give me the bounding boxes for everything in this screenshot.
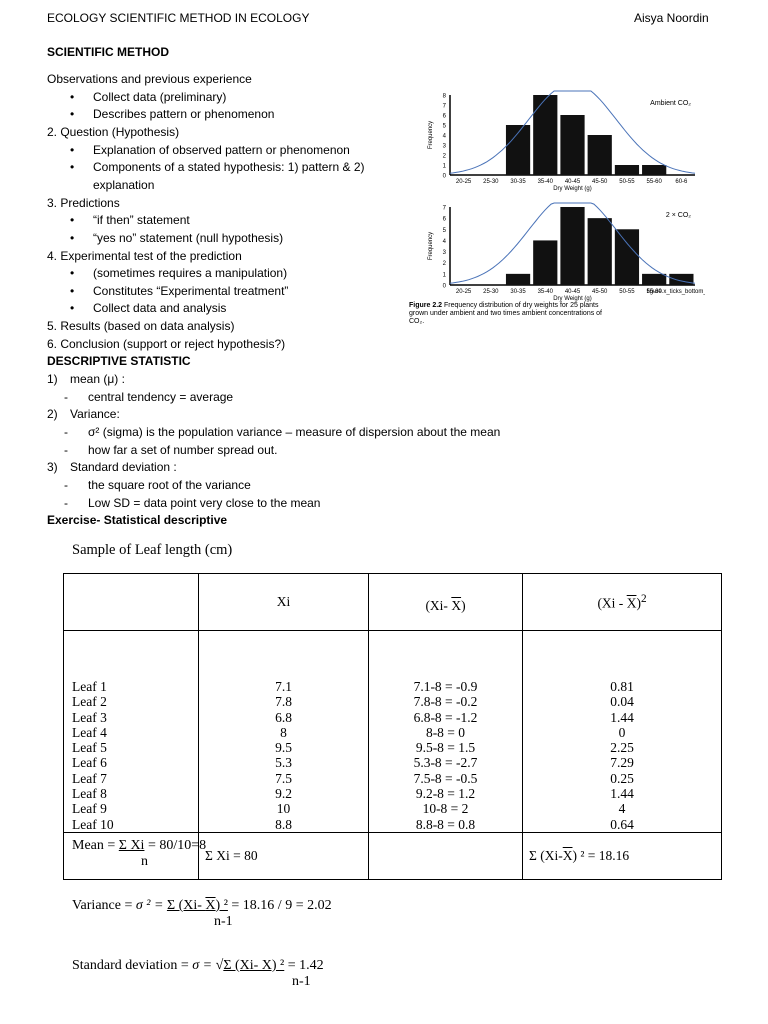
sum-sq: Σ $(Xi-\overline{X}) ^2 = 18.16$ — [523, 832, 722, 879]
body-line: how far a set of number spread out. — [88, 442, 278, 457]
table-cell: 5.3 — [275, 755, 292, 771]
table-cell: 0.04 — [610, 694, 634, 710]
list-marker: 3) — [47, 460, 58, 475]
list-marker: • — [70, 89, 75, 104]
body-line: Standard deviation : — [70, 460, 177, 475]
caption-figure-number: Figure 2.2 — [409, 302, 443, 309]
x-tick-label: 20-25 — [455, 179, 472, 185]
table-cell: 8.8 — [275, 816, 292, 832]
variance-formula — [72, 898, 332, 914]
x-bar: $\overline{X}$ — [562, 847, 573, 863]
y-tick-label: 1 — [442, 272, 446, 279]
table-title: Sample of Leaf length (cm) — [72, 542, 233, 558]
body-line: Exercise- Statistical descriptive — [47, 513, 228, 528]
body-line: mean (μ) : — [70, 372, 125, 387]
x-tick-label: 55-60 — [646, 289, 662, 295]
list-marker: • — [70, 160, 75, 175]
x-bar: $\overline{X}$ — [451, 598, 462, 613]
list-marker: 2) — [47, 407, 58, 422]
x-tick-label: 25-30 — [483, 289, 499, 295]
table-cell: 7.5-8 = -0.5 — [413, 770, 478, 786]
header-cell-xi — [199, 574, 369, 631]
x-axis-label: Dry Weight (g) — [553, 186, 592, 192]
y-tick-label: 6 — [442, 216, 446, 223]
x-tick-label: 50-55 — [619, 289, 635, 295]
x-bar: X — [205, 898, 216, 913]
y-tick-label: 5 — [442, 227, 446, 234]
sum-xi: Σ Xi = 80 — [199, 832, 369, 879]
body-line: Collect data (preliminary) — [93, 89, 227, 104]
x-tick-label: 30-35 — [510, 289, 526, 295]
body-line: 6. Conclusion (support or reject hypothesis?) — [47, 336, 286, 351]
body-line: Describes pattern or phenomenon — [93, 107, 275, 122]
table-cell: Leaf 1 — [72, 679, 107, 694]
y-tick-label: 1 — [442, 163, 446, 170]
x-tick-label: 50-55 — [619, 179, 635, 185]
table-cell: Leaf 2 — [72, 694, 107, 710]
caption-line: Frequency distribution of dry weights for 25 plants — [442, 302, 599, 309]
leaf-col — [64, 631, 199, 833]
table-cell: Leaf 7 — [72, 770, 107, 786]
x-tick-label: 40-45 — [564, 289, 581, 295]
y-tick-label: 4 — [442, 238, 446, 245]
x-tick-label: 60-6 — [675, 179, 688, 185]
header-cell-sq: $(Xi - \overline{X})^2$ — [523, 574, 722, 631]
table-cell: 8 — [280, 724, 287, 740]
y-tick-label: 4 — [442, 133, 446, 140]
table-cell: Leaf 5 — [72, 740, 107, 756]
body-line: 2. Question (Hypothesis) — [47, 124, 180, 139]
table-cell: 0.25 — [610, 770, 634, 786]
table-cell: 7.1-8 = -0.9 — [413, 679, 478, 694]
variance-denominator: n-1 — [214, 914, 233, 929]
table-data-row — [64, 631, 722, 833]
body-line: (sometimes requires a manipulation) — [93, 266, 288, 281]
x-tick-label: 45-50 — [592, 179, 608, 185]
body-line: the square root of the variance — [88, 477, 251, 492]
table-cell: 9.5 — [275, 740, 292, 756]
table-cell: 6.8-8 = -1.2 — [413, 709, 478, 725]
sd-result: = 1.42 — [284, 958, 324, 973]
header-cell-blank — [64, 574, 199, 631]
histogram-bar — [588, 218, 612, 285]
variance-result: = 18.16 / 9 = 2.02 — [227, 898, 332, 913]
mean-result: = 80/10=8 — [144, 838, 207, 853]
y-tick-label: 6 — [442, 113, 446, 120]
x-tick-label: 20-25 — [455, 289, 472, 295]
figure-caption — [409, 302, 599, 309]
table-cell: Leaf 9 — [72, 801, 107, 817]
mean-denominator: n — [141, 854, 148, 869]
variance-label: Variance = — [72, 898, 133, 913]
mean-label: Mean — [72, 838, 104, 853]
histogram-bar — [588, 135, 612, 175]
body-line: Collect data and analysis — [93, 301, 227, 316]
sd-denominator: n-1 — [292, 974, 311, 989]
list-marker: • — [70, 301, 75, 316]
table-cell: 1.44 — [610, 786, 634, 802]
histogram-bar — [533, 95, 557, 175]
body-line: DESCRIPTIVE STATISTIC — [47, 354, 191, 369]
table-cell: 8.8-8 = 0.8 — [415, 816, 476, 832]
y-axis-label: Frequency — [428, 120, 434, 150]
table-cell: Leaf 10 — [72, 816, 114, 832]
histogram-bar — [615, 229, 639, 285]
table-cell: Leaf 3 — [72, 709, 107, 725]
table-cell: 9.5-8 = 1.5 — [415, 740, 476, 756]
list-marker: - — [64, 442, 68, 457]
caption-line: CO₂. — [409, 318, 425, 325]
sd-formula — [72, 958, 324, 974]
table-cell: 6.8 — [275, 709, 292, 725]
list-marker: • — [70, 107, 75, 122]
table-cell: 1.44 — [610, 709, 634, 725]
body-line: 5. Results (based on data analysis) — [47, 319, 235, 334]
list-marker: - — [64, 389, 68, 404]
list-marker: • — [70, 283, 75, 298]
histogram-bar — [560, 115, 584, 175]
table-cell: 0.64 — [610, 816, 634, 832]
list-marker: • — [70, 213, 75, 228]
x-tick-label: 40-45 — [564, 179, 581, 185]
sd-symbol: σ = √ — [192, 958, 224, 973]
table-cell: 4 — [618, 801, 626, 817]
histogram-bar — [533, 240, 557, 285]
diff-col — [369, 631, 523, 833]
x-tick-label: 55-60 — [646, 179, 662, 185]
table-cell: Leaf 4 — [72, 724, 107, 740]
histogram-bar — [669, 274, 693, 285]
table-cell: Leaf 6 — [72, 755, 107, 771]
table-cell: 7.8-8 = -0.2 — [413, 694, 478, 710]
mean-numerator: Σ Xi — [118, 838, 145, 853]
histogram-bar — [615, 165, 639, 175]
histogram-bar — [506, 274, 530, 285]
table-cell: 7.8 — [275, 694, 292, 710]
body-line: Low SD = data point very close to the mean — [88, 495, 321, 510]
table-cell: 7.29 — [610, 755, 634, 771]
body-line: Variance: — [70, 407, 120, 422]
author-name: Aisya Noordin — [634, 11, 709, 25]
y-axis-label: Frequency — [428, 231, 434, 261]
header-cell-diff: (Xi- $\overline{X}$) — [369, 574, 523, 631]
table-cell: 2.25 — [610, 740, 634, 756]
body-line: 3. Predictions — [47, 195, 120, 210]
table-cell: Leaf 8 — [72, 786, 107, 802]
table-cell: 0 — [618, 724, 626, 740]
y-tick-label: 7 — [442, 205, 446, 212]
body-line: Observations and previous experience — [47, 72, 252, 86]
table-cell: 10 — [276, 801, 291, 817]
document-title: ECOLOGY SCIENTIFIC METHOD IN ECOLOGY — [47, 11, 310, 25]
table-cell: 9.2-8 = 1.2 — [415, 786, 476, 802]
table-cell: 10-8 = 2 — [422, 801, 469, 817]
histogram-bar — [560, 207, 584, 285]
sd-numerator: Σ (Xi- X) ² — [223, 958, 285, 973]
list-marker: 1) — [47, 372, 58, 387]
sigma-symbol: σ ² = — [135, 898, 164, 913]
list-marker: • — [70, 142, 75, 157]
table-cell: 0.81 — [610, 679, 634, 694]
body-line: Explanation of observed pattern or phenomenon — [93, 142, 350, 157]
y-tick-label: 3 — [442, 250, 446, 257]
histogram-bar — [642, 274, 666, 285]
y-tick-label: 0 — [442, 173, 446, 180]
body-line: explanation — [93, 177, 155, 192]
body-line: “yes no” statement (null hypothesis) — [93, 230, 284, 245]
y-tick-label: 8 — [442, 93, 446, 100]
table-cell: 5.3-8 = -2.7 — [413, 755, 478, 771]
body-line: central tendency = average — [88, 389, 234, 404]
table-cell: 7.1 — [275, 679, 292, 694]
x-tick-label: 25-30 — [483, 179, 499, 185]
y-tick-label: 2 — [442, 153, 446, 160]
mean-formula: Mean = Σ Xi = 80/10=8 — [72, 838, 207, 853]
body-line: Constitutes “Experimental treatment” — [93, 283, 289, 298]
x-bar: $\overline{X}$ — [626, 595, 637, 611]
table-cell: 8-8 = 0 — [425, 724, 466, 740]
frequency-figure — [405, 85, 705, 333]
series-label: 2 × CO₂ — [665, 212, 691, 219]
table-cell: 7.5 — [275, 770, 292, 786]
x-tick-label: figure.x_ticks_bottom — [646, 289, 704, 295]
list-marker: - — [64, 477, 68, 492]
list-marker: - — [64, 425, 68, 439]
x-tick-label: 30-35 — [510, 179, 526, 185]
sd-label: Standard deviation = — [72, 958, 189, 973]
body-line: 4. Experimental test of the prediction — [47, 248, 242, 263]
y-tick-label: 2 — [442, 261, 446, 268]
header-xi-text: Xi — [276, 594, 291, 609]
x-axis-label: Dry Weight (g) — [553, 296, 592, 302]
variance-numerator: Σ (Xi- X) ² — [166, 898, 228, 913]
x-tick-label: 45-50 — [592, 289, 608, 295]
y-tick-label: 5 — [442, 123, 446, 130]
body-line: σ² (sigma) is the population variance – measure of dispersion about the mean — [88, 425, 501, 439]
x-tick-label: 35-40 — [537, 289, 553, 295]
series-label: Ambient CO₂ — [650, 100, 691, 107]
leaf-length-table — [63, 573, 722, 880]
caption-line: grown under ambient and two times ambient concentrations of — [409, 310, 602, 317]
list-marker: • — [70, 230, 75, 245]
sum-blank-2 — [369, 832, 523, 879]
section-heading: SCIENTIFIC METHOD — [47, 45, 169, 59]
histogram-bar — [642, 165, 666, 175]
x-tick-label: 35-40 — [537, 179, 553, 185]
y-tick-label: 0 — [442, 283, 446, 290]
list-marker: - — [64, 495, 68, 510]
body-line: Components of a stated hypothesis: 1) pattern & 2) — [93, 160, 365, 175]
xi-col — [199, 631, 369, 833]
sq-col — [523, 631, 722, 833]
body-line: “if then” statement — [93, 213, 190, 228]
list-marker: • — [70, 266, 75, 281]
histogram-svg — [405, 85, 705, 333]
y-tick-label: 3 — [442, 143, 446, 150]
table-cell: 9.2 — [275, 786, 292, 802]
table-header-row — [64, 574, 722, 631]
y-tick-label: 7 — [442, 103, 446, 110]
